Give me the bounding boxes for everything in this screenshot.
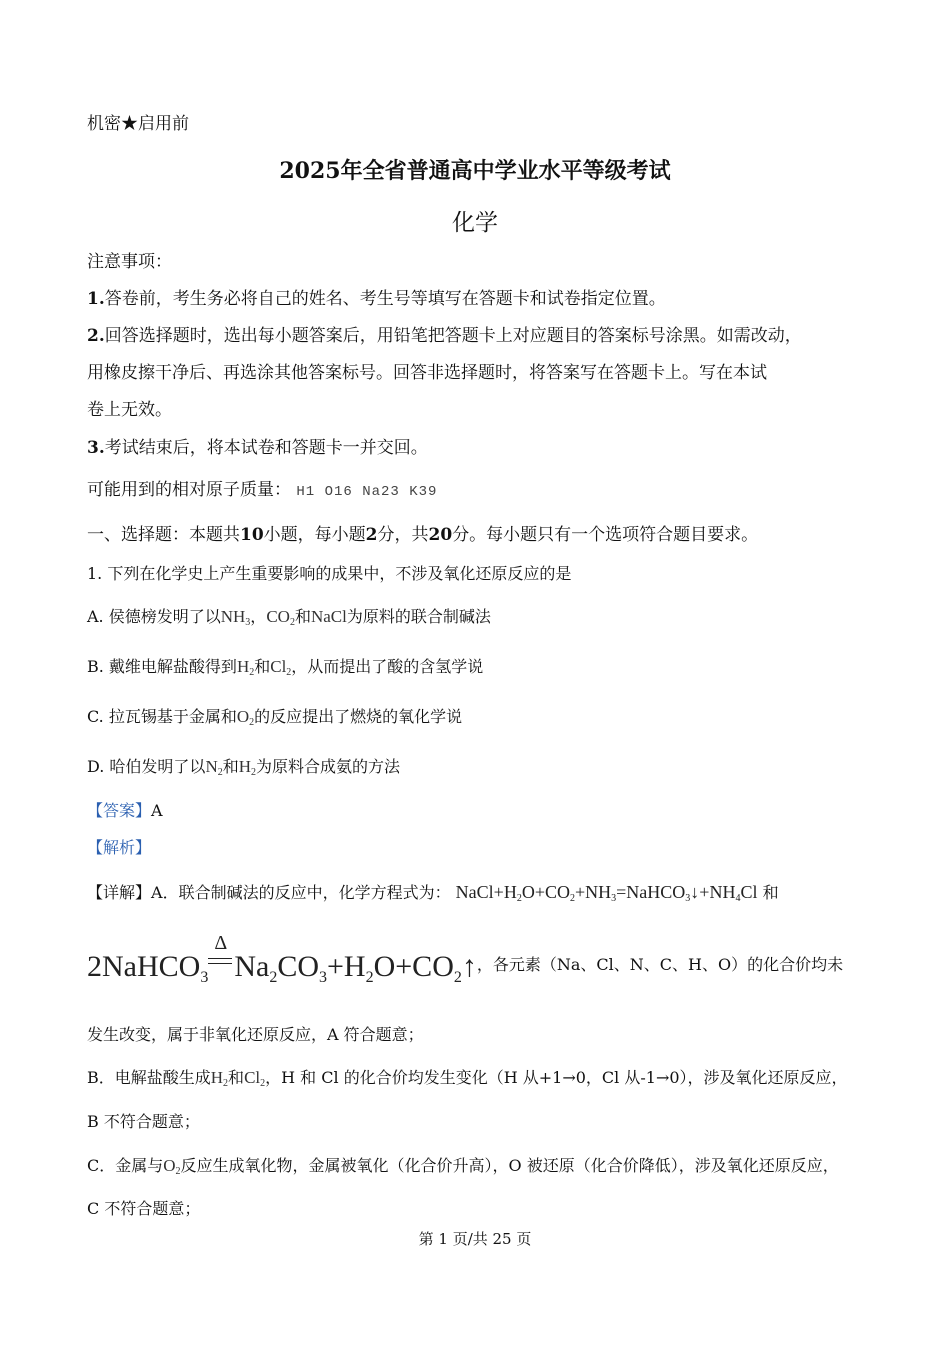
atomic-mass-values: H1 O16 Na23 K39 <box>296 484 438 500</box>
option-b-text-pre: B. 戴维电解盐酸得到 <box>87 657 237 676</box>
question1-stem: 1. 下列在化学史上产生重要影响的成果中，不涉及氧化还原反应的是 <box>87 564 572 583</box>
option-d-text-pre: D. 哈伯发明了以 <box>87 757 206 776</box>
detail-b-line1 <box>87 1067 848 1089</box>
detail-label: 【详解】 <box>87 883 152 902</box>
option-d <box>87 756 400 778</box>
option-c-text-pre: C. 拉瓦锡基于金属和 <box>87 707 237 726</box>
option-c <box>87 706 462 728</box>
subject-title: 化学 <box>452 210 498 236</box>
notice-item-2-number: 2. <box>87 326 105 346</box>
section1-text-4: 分。每小题只有一个选项符合题目要求。 <box>452 525 759 545</box>
detail-a-line2 <box>87 932 844 986</box>
section1-points-total: 20 <box>428 525 453 545</box>
page-number: 第 1 页/共 25 页 <box>418 1230 532 1248</box>
option-b-text-post: ，从而提出了酸的含氢学说 <box>291 657 484 676</box>
formula-o2: $O_2$ <box>163 1156 181 1177</box>
detail-b-end: B 不符合题意； <box>87 1112 200 1131</box>
detail-c-text-post: 反应生成氧化物，金属被氧化（化合价升高），O 被还原（化合价降低），涉及氧化还原反应， <box>180 1156 839 1175</box>
notice-item-1-number: 1. <box>87 289 105 309</box>
notice-item-2-text: 回答选择题时，选出每小题答案后，用铅笔把答题卡上对应题目的答案标号涂黑。如需改动， <box>104 326 802 346</box>
answer-line <box>87 800 163 822</box>
atomic-mass-label: 可能用到的相对原子质量： <box>87 480 291 500</box>
section1-points-each: 2 <box>365 525 378 545</box>
notice-item-1-text: 答卷前，考生务必将自己的姓名、考生号等填写在答题卡和试卷指定位置。 <box>104 289 666 309</box>
formula-h2: $H_2$ <box>236 657 255 678</box>
notice-item-2 <box>87 325 802 347</box>
detail-b-text-mid: 和 <box>228 1068 245 1087</box>
detail-b-text-pre: B．电解盐酸生成 <box>87 1068 211 1087</box>
atomic-mass-line <box>87 479 437 503</box>
exam-title: 2025年全省普通高中学业水平等级考试 <box>279 158 671 184</box>
analysis-label: 【解析】 <box>87 838 152 857</box>
formula-cl2: $Cl_2$ <box>270 657 292 678</box>
notice-item-3-number: 3. <box>87 438 105 458</box>
formula-n2: $N_2$ <box>205 757 223 778</box>
option-b-text-mid: 和 <box>254 657 271 676</box>
detail-c-line1 <box>87 1155 839 1177</box>
detail-c-text-pre: C．金属与 <box>87 1156 164 1175</box>
option-a-text-mid: 和 <box>294 607 311 626</box>
notice-item-1 <box>87 288 666 310</box>
notice-item-3 <box>87 437 428 459</box>
section1-text-3: 分，共 <box>377 525 429 545</box>
detail-b-text-post: ，H 和 Cl 的化合价均发生变化（H 从+1→0，Cl 从-1→0），涉及氧化还原反应， <box>265 1068 848 1087</box>
confidential-label: 机密★启用前 <box>87 114 189 134</box>
option-c-text-post: 的反应提出了燃烧的氧化学说 <box>254 707 463 726</box>
answer-label: 【答案】 <box>87 801 152 820</box>
section1-text-2: 小题，每小题 <box>263 525 366 545</box>
detail-a-text-pre: A．联合制碱法的反应中，化学方程式为： <box>151 883 451 902</box>
formula-h2: $H_2$ <box>238 757 257 778</box>
detail-c-end: C 不符合题意； <box>87 1199 201 1218</box>
detail-a-text-after-eq: ，各元素（Na、Cl、N、C、H、O）的化合价均未 <box>476 955 844 974</box>
section1-text-1: 一、选择题：本题共 <box>87 525 240 545</box>
formula-nacl: NaCl <box>310 607 347 626</box>
heat-delta-symbol: Δ <box>208 948 234 978</box>
notice-heading: 注意事项： <box>87 252 172 272</box>
formula-h2: $H_2$ <box>210 1068 229 1089</box>
section1-heading <box>87 524 758 546</box>
section1-count: 10 <box>240 525 264 545</box>
notice-item-2-line3: 卷上无效。 <box>87 400 172 420</box>
option-b <box>87 656 483 678</box>
formula-co2: $CO_2$ <box>266 607 295 628</box>
answer-value: A <box>151 801 163 820</box>
notice-item-3-text: 考试结束后，将本试卷和答题卡一并交回。 <box>104 438 428 458</box>
option-a: A. 侯德榜发明了以$NH_3$，$CO_2$和NaCl为原料的联合制碱法 <box>87 607 491 628</box>
detail-a-line1 <box>87 881 779 904</box>
option-a-text-pre: A. 侯德榜发明了以 <box>87 607 221 626</box>
option-a-text-post: 为原料的联合制碱法 <box>346 607 491 626</box>
formula-cl2: $Cl_2$ <box>244 1068 266 1089</box>
detail-a-and: 和 <box>762 883 779 902</box>
formula-nh3: $NH_3$ <box>220 607 251 628</box>
equation-solvay: $NaCl+H_2O+CO_2+NH_3=NaHCO_3↓+NH_4Cl$ <box>455 882 758 904</box>
detail-a-end: 发生改变，属于非氧化还原反应，A 符合题意； <box>87 1025 424 1044</box>
equation-decomposition: 2NaHCO$_3$ Δ $Na_2CO_3+H_2O+CO_2↑$ <box>87 932 477 986</box>
notice-item-2-line2: 用橡皮擦干净后、再选涂其他答案标号。回答非选择题时，将答案写在答题卡上。写在本试 <box>87 363 767 383</box>
formula-o2: $O_2$ <box>236 707 255 728</box>
option-d-text-mid: 和 <box>222 757 239 776</box>
option-d-text-post: 为原料合成氨的方法 <box>256 757 401 776</box>
